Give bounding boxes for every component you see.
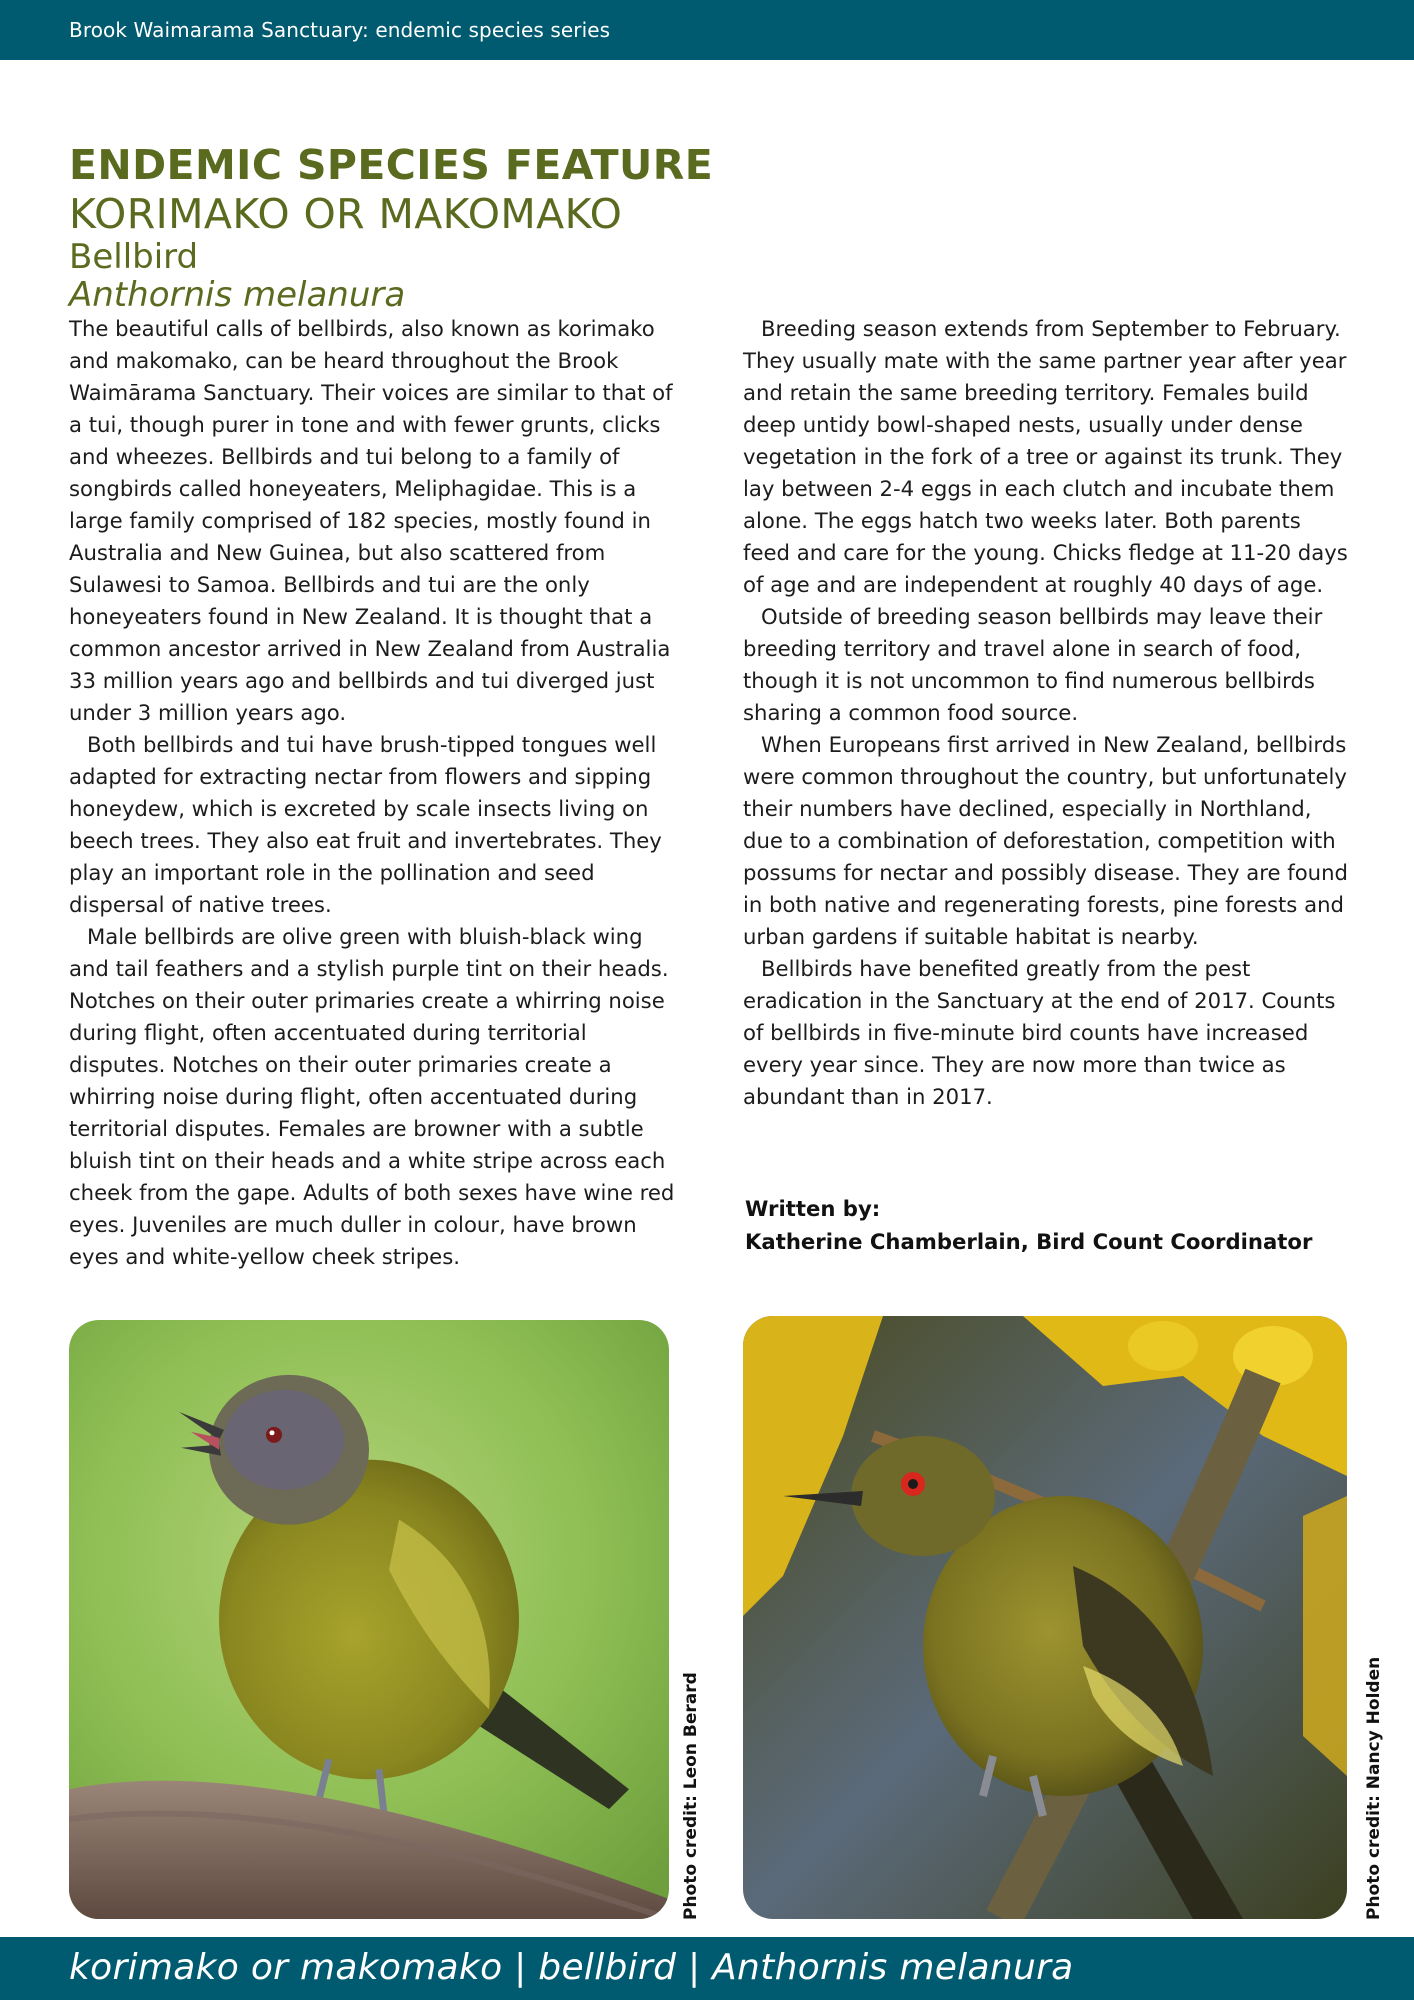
paragraph: The beautiful calls of bellbirds, also known as korimako and makomako, can be heard throughout the Brook Waimārama Sanctuary. Their voices are similar to that of a tui, though purer in tone and with fewer grunts, clicks and wheezes. Bellbirds and tui belong to a family of songbirds called honeyeaters, Meliphagidae. This is a large family comprised of 182 species, mostly found in Australia and New Guinea, but also scattered from Sulawesi to Samoa. Bellbirds and tui are the only honeyeaters found in New Zealand. It is thought that a common ancestor arrived in New Zealand from Australia 33 million years ago and bellbirds and tui diverged just under 3 million years ago.	[69, 316, 673, 725]
author-credit	[745, 1192, 1365, 1258]
photo-credit-left: Photo credit: Leon Berard	[681, 1672, 701, 1920]
paragraph: When Europeans first arrived in New Zealand, bellbirds were common throughout the country, but unfortunately their numbers have declined, especially in Northland, due to a combination of deforestation, competition with possums for nectar and possibly disease. They are found in both native and regenerating forests, pine forests and urban gardens if suitable habitat is nearby.	[743, 732, 1348, 949]
series-title: Brook Waimarama Sanctuary: endemic species series	[69, 18, 611, 42]
photo-credit-right: Photo credit: Nancy Holden	[1364, 1656, 1384, 1920]
bellbird-singing-image	[69, 1320, 669, 1919]
header-bar	[0, 0, 1414, 60]
article-column-right	[743, 313, 1353, 1113]
latin-name: Anthornis melanura	[69, 275, 406, 315]
paragraph: Outside of breeding season bellbirds may leave their breeding territory and travel alone in search of food, though it is not uncommon to find numerous bellbirds sharing a common food source.	[743, 604, 1323, 725]
paragraph: Both bellbirds and tui have brush-tipped tongues well adapted for extracting nectar from flowers and sipping honeydew, which is excreted by scale insects living on beech trees. They also eat fruit and invertebrates. They play an important role in the pollination and seed dispersal of native trees.	[69, 732, 662, 917]
english-name: Bellbird	[69, 237, 199, 277]
feature-heading: ENDEMIC SPECIES FEATURE	[69, 141, 714, 189]
paragraph: Male bellbirds are olive green with bluish-black wing and tail feathers and a stylish purple tint on their heads. Notches on their outer primaries create a whirring noise during flight, often accentuated during territorial disputes. Notches on their outer primaries create a whirring noise during flight, often accentuated during territorial disputes. Females are browner with a subtle bluish tint on their heads and a white stripe across each cheek from the gape. Adults of both sexes have wine red eyes. Juveniles are much duller in colour, have brown eyes and white-yellow cheek stripes.	[69, 924, 675, 1269]
paragraph: Breeding season extends from September to February. They usually mate with the same partner year after year and retain the same breeding territory. Females build deep untidy bowl-shaped nests, usually under dense vegetation in the fork of a tree or against its trunk. They lay between 2-4 eggs in each clutch and incubate them alone. The eggs hatch two weeks later. Both parents feed and care for the young. Chicks fledge at 11-20 days of age and are independent at roughly 40 days of age.	[743, 316, 1348, 597]
bellbird-photo-right	[743, 1316, 1347, 1919]
title-block	[69, 140, 714, 315]
footer-bar	[0, 1937, 1414, 2000]
written-by-label: Written by:	[745, 1196, 881, 1221]
paragraph: Bellbirds have benefited greatly from the pest eradication in the Sanctuary at the end of 2017. Counts of bellbirds in five-minute bird counts have increased every year since. They are now more than twice as abundant than in 2017.	[743, 956, 1336, 1109]
bellbird-perched-image	[743, 1316, 1347, 1919]
author-name: Katherine Chamberlain, Bird Count Coordinator	[745, 1229, 1313, 1254]
bellbird-photo-left	[69, 1320, 669, 1919]
article-column-left	[69, 313, 687, 1273]
footer-tagline: korimako or makomako | bellbird | Anthornis melanura	[69, 1947, 1074, 1988]
maori-name: KORIMAKO OR MAKOMAKO	[69, 190, 623, 238]
